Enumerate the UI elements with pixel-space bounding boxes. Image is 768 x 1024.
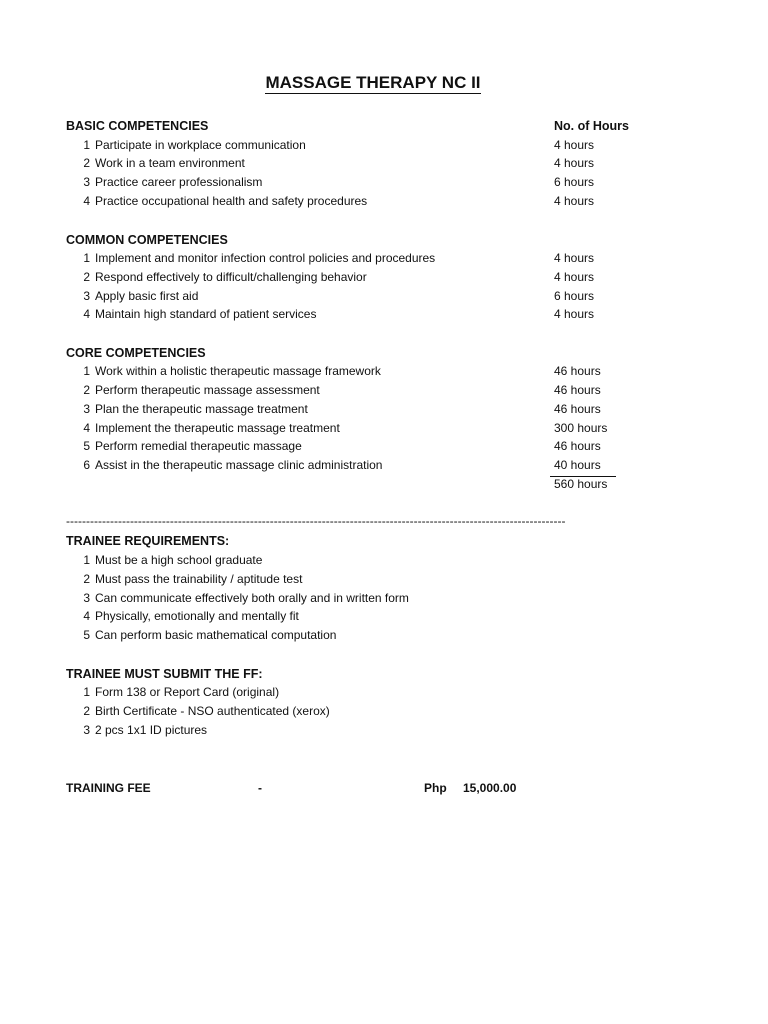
list-item: 1 Work within a holistic therapeutic massage framework <box>83 364 381 378</box>
list-item: 2 Perform therapeutic massage assessment <box>83 383 320 397</box>
hours-value: 6 hours <box>554 289 595 303</box>
trainee-requirements-heading: TRAINEE REQUIREMENTS: <box>66 534 230 548</box>
hours-column-header: No. of Hours <box>554 119 629 133</box>
list-item: 2 Work in a team environment <box>83 156 245 170</box>
hours-value: 4 hours <box>554 156 595 170</box>
list-item: 4 Physically, emotionally and mentally fit <box>83 609 299 623</box>
list-item: 2 Respond effectively to difficult/challenging behavior <box>83 270 367 284</box>
hours-value: 4 hours <box>554 251 595 265</box>
separator-line: ----------------------------------------------------------------------------------------------------------------------------- <box>66 514 566 528</box>
list-item: 4 Practice occupational health and safety procedures <box>83 194 368 208</box>
hours-value: 46 hours <box>554 383 601 397</box>
hours-value: 300 hours <box>554 421 608 435</box>
list-item: 5 Can perform basic mathematical computation <box>83 628 337 642</box>
list-item: 1 Form 138 or Report Card (original) <box>83 685 280 699</box>
total-hours: 560 hours <box>554 477 608 491</box>
basic-competencies-heading: BASIC COMPETENCIES <box>66 119 209 133</box>
list-item: 6 Assist in the therapeutic massage clinic administration <box>83 458 383 472</box>
list-item: 3 Practice career professionalism <box>83 175 263 189</box>
list-item: 1 Implement and monitor infection control policies and procedures <box>83 251 436 265</box>
list-item: 3 Apply basic first aid <box>83 289 199 303</box>
list-item: 2 Birth Certificate - NSO authenticated (xerox) <box>83 704 330 718</box>
hours-value: 40 hours <box>554 458 601 472</box>
common-competencies-heading: COMMON COMPETENCIES <box>66 233 228 247</box>
hours-value: 4 hours <box>554 307 595 321</box>
hours-value: 6 hours <box>554 175 595 189</box>
training-fee-amount: 15,000.00 <box>463 781 517 795</box>
training-fee-dash: - <box>258 781 262 795</box>
hours-value: 4 hours <box>554 270 595 284</box>
list-item: 4 Implement the therapeutic massage treatment <box>83 421 340 435</box>
hours-value: 4 hours <box>554 194 595 208</box>
hours-value: 46 hours <box>554 439 601 453</box>
core-competencies-heading: CORE COMPETENCIES <box>66 346 206 360</box>
hours-value: 46 hours <box>554 364 601 378</box>
list-item: 3 Plan the therapeutic massage treatment <box>83 402 308 416</box>
list-item: 1 Participate in workplace communication <box>83 138 306 152</box>
submit-requirements-heading: TRAINEE MUST SUBMIT THE FF: <box>66 667 263 681</box>
list-item: 1 Must be a high school graduate <box>83 553 263 567</box>
list-item: 4 Maintain high standard of patient services <box>83 307 317 321</box>
training-fee-label: TRAINING FEE <box>66 781 151 795</box>
list-item: 2 Must pass the trainability / aptitude test <box>83 572 303 586</box>
list-item: 5 Perform remedial therapeutic massage <box>83 439 302 453</box>
list-item: 3 Can communicate effectively both orally and in written form <box>83 591 409 605</box>
list-item: 3 2 pcs 1x1 ID pictures <box>83 723 208 737</box>
training-fee-currency: Php <box>424 781 447 795</box>
hours-value: 4 hours <box>554 138 595 152</box>
hours-value: 46 hours <box>554 402 601 416</box>
page-title: MASSAGE THERAPY NC II <box>265 73 481 92</box>
